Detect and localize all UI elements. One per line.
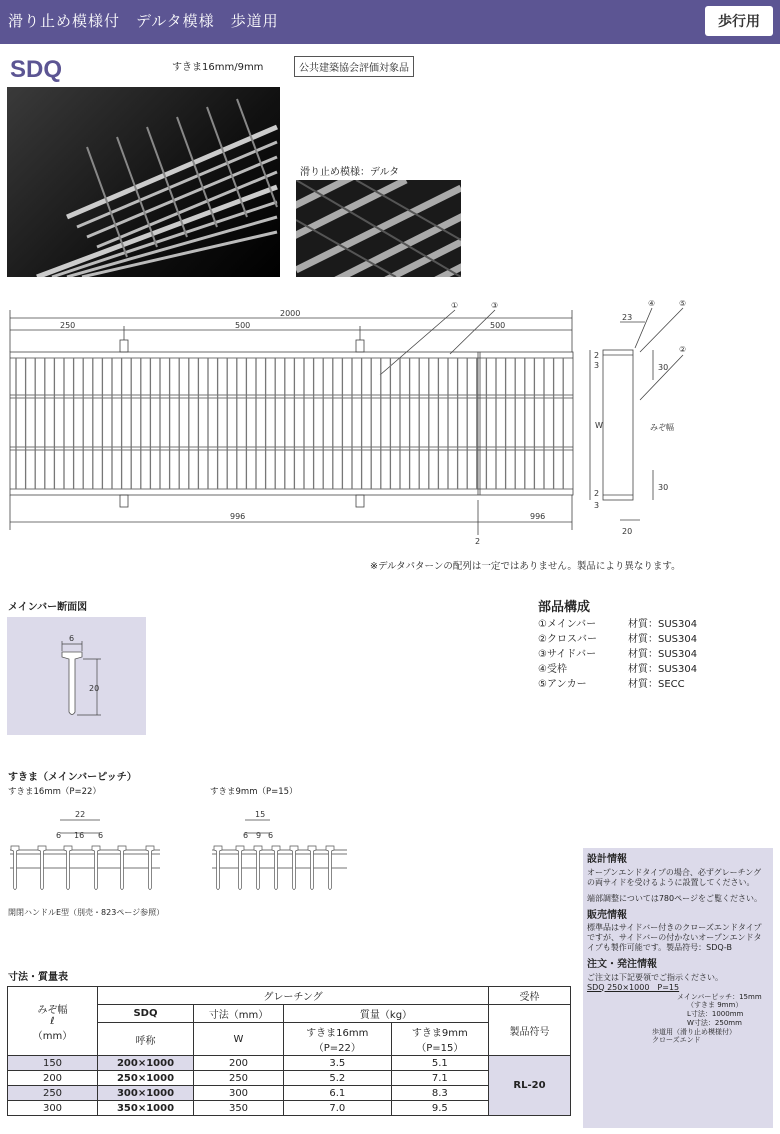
dim-side-2a: 2 — [594, 351, 600, 360]
dim-seg1: 250 — [60, 321, 76, 330]
table-row: 150 200×1000 200 3.5 5.1 RL-20 — [8, 1056, 571, 1071]
handle-note: 開閉ハンドルE型（別売・823ページ参照） — [8, 908, 165, 917]
header-bar — [0, 0, 780, 44]
gap-spec: すきま16mm/9mm — [172, 62, 264, 73]
pitch-a-dim1: 6 — [56, 831, 62, 840]
table-row: 250 300×1000 300 6.1 8.3 — [8, 1086, 571, 1101]
pattern-note: ※デルタパターンの配列は一定ではありません。製品により異なります。 — [370, 561, 681, 572]
dim-side-3b: 3 — [594, 501, 600, 510]
pattern-closeup-graphic — [296, 180, 461, 277]
pitch-a-dim2: 16 — [74, 831, 85, 840]
pitch-b-dim3: 6 — [268, 831, 274, 840]
design-text-2: 端部調整については780ページをご覧ください。 — [587, 893, 762, 903]
dim-side-mizo: みぞ幅 — [650, 423, 674, 432]
pitch-b-total: 15 — [255, 810, 266, 819]
dim-side-30b: 30 — [658, 483, 669, 492]
dim-side-30a: 30 — [658, 363, 669, 372]
dim-total: 2000 — [280, 309, 301, 318]
part-item: ①メインバー 材質：SUS304 — [538, 619, 698, 630]
pitch-b-label: すきま9mm（P=15） — [210, 787, 298, 797]
dim-bottom2: 996 — [530, 512, 546, 521]
part-item: ⑤アンカー 材質：SECC — [538, 679, 685, 690]
order-line-4: W寸法：250mm — [687, 1018, 742, 1027]
mainbar-section-box — [7, 617, 146, 735]
order-line-3: L寸法：1000mm — [687, 1010, 744, 1018]
header-mizo: みぞ幅 ℓ （mm） — [8, 987, 98, 1056]
pattern-label: 滑り止め模様：デルタ — [300, 167, 400, 178]
spec-table-wrap — [7, 986, 571, 1116]
section-dim-h: 20 — [89, 684, 100, 693]
spec-table — [7, 986, 571, 1116]
sales-text: 標準品はサイドバー付きのクローズエンドタイプですが、サイドバーの付かないオープンエンドタイプも製作可能です。製品符号：SDQ-B — [587, 923, 762, 952]
dim-seg3: 500 — [490, 321, 506, 330]
dim-side-3a: 3 — [594, 361, 600, 370]
dim-seg2: 500 — [235, 321, 251, 330]
order-intro: ご注文は下記要領でご指示ください。 — [587, 972, 723, 982]
pitch-title: すきま（メインバーピッチ） — [8, 772, 137, 783]
order-title: 注文・発注情報 — [587, 959, 657, 970]
callout-5: ⑤ — [679, 299, 687, 308]
order-line-1: メインバーピッチ：15mm — [677, 992, 762, 1001]
header-m9: すきま9mm （P=15） — [391, 1023, 488, 1056]
header-prod: 製品符号 — [489, 1005, 571, 1056]
table-title: 寸法・質量表 — [8, 972, 68, 983]
callout-3: ③ — [491, 301, 499, 310]
dim-side-20: 20 — [622, 527, 633, 536]
header-sdq: SDQ — [98, 1005, 194, 1023]
rl-code: RL-20 — [489, 1056, 571, 1116]
dim-bottom1: 996 — [230, 512, 246, 521]
parts-list — [538, 615, 697, 690]
parts-title: 部品構成 — [538, 600, 591, 615]
product-photo — [7, 87, 280, 277]
dim-bottom-mid: 2 — [475, 537, 481, 546]
certification-label: 公共建築協会評価対象品 — [294, 56, 414, 77]
header-uketaku: 受枠 — [489, 987, 571, 1005]
info-box — [583, 848, 773, 1128]
dim-side-top: 23 — [622, 313, 633, 322]
plan-drawing — [0, 290, 780, 550]
design-title: 設計情報 — [587, 854, 627, 865]
grating-photo-graphic — [7, 87, 280, 277]
section-dim-w: 6 — [69, 634, 75, 643]
page-title: 滑り止め模様付 デルタ模様 歩道用 — [8, 12, 279, 30]
pitch-b-dim2: 9 — [256, 831, 262, 840]
design-text-1: オープンエンドタイプの場合、必ずグレーチングの両サイドを受けるように設置してください。 — [587, 867, 762, 887]
table-row: 300 350×1000 350 7.0 9.5 — [8, 1101, 571, 1116]
header-yobi: 呼称 — [98, 1023, 194, 1056]
pitch-b-dim1: 6 — [243, 831, 249, 840]
pitch-drawing — [0, 800, 580, 900]
header-dims: 寸法（mm） — [194, 1005, 284, 1023]
category-badge: 歩行用 — [705, 6, 773, 36]
main-bars — [16, 358, 563, 489]
sales-title: 販売情報 — [587, 909, 627, 921]
part-item: ②クロスバー 材質：SUS304 — [538, 634, 698, 645]
header-m16: すきま16mm （P=22） — [284, 1023, 392, 1056]
order-code: SDQ 250×1000 P=15 — [587, 982, 680, 992]
dim-side-w: W — [595, 421, 603, 430]
pattern-closeup-photo — [296, 180, 461, 277]
order-line-6: クローズエンド — [652, 1036, 701, 1045]
header-w: W — [194, 1023, 284, 1056]
part-item: ④受枠 材質：SUS304 — [538, 664, 698, 675]
table-row: 200 250×1000 250 5.2 7.1 — [8, 1071, 571, 1086]
mainbar-section-graphic — [7, 617, 146, 735]
mainbar-section-title: メインバー断面図 — [8, 602, 88, 613]
callout-2: ② — [679, 345, 687, 354]
header-grating: グレーチング — [98, 987, 489, 1005]
order-line-5: 歩道用（滑り止め模様付） — [652, 1027, 736, 1036]
pitch-a-dim3: 6 — [98, 831, 104, 840]
dim-side-2b: 2 — [594, 489, 600, 498]
order-line-2: （すきま 9mm） — [687, 1001, 743, 1010]
product-code: SDQ — [10, 56, 63, 83]
part-item: ③サイドバー 材質：SUS304 — [538, 649, 698, 660]
callout-4: ④ — [648, 299, 656, 308]
callout-1: ① — [451, 301, 459, 310]
pitch-a-label: すきま16mm（P=22） — [8, 787, 101, 797]
header-mass: 質量（kg） — [284, 1005, 489, 1023]
pitch-a-total: 22 — [75, 810, 86, 819]
